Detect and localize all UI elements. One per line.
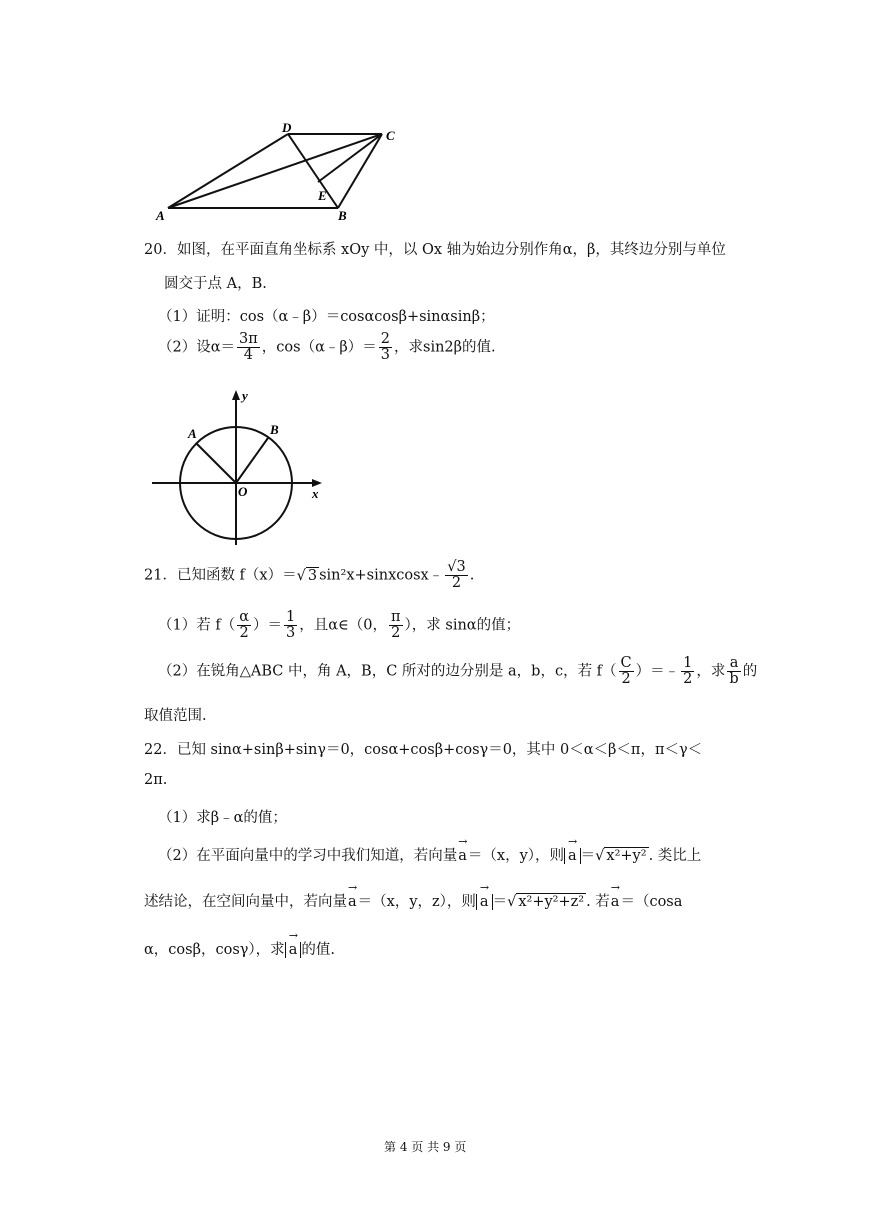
q22-part2-line3: α，cosβ，cosγ），求→ a 的值.: [144, 936, 335, 959]
label-b: B: [338, 208, 347, 223]
label-x: x: [312, 486, 319, 501]
q21-part2-line2: 取值范围.: [144, 708, 207, 724]
q22-stem-line2: 2π.: [144, 772, 168, 788]
q22-part2-line2: 述结论，在空间向量中，若向量→ a＝（x，y，z），则→ a ＝√ x²+y²+z² . 若→ a＝（cosa: [144, 888, 682, 911]
q22-stem-line1: 22．已知 sinα+sinβ+sinγ＝0，cosα+cosβ+cosγ＝0，其中 0＜α＜β＜π，π＜γ＜: [144, 742, 703, 758]
sqrt3: √ 3: [296, 567, 318, 584]
label-c: C: [386, 128, 395, 143]
page-number: 第 4 页 共 9 页: [384, 1140, 467, 1154]
q20-stem-line2: 圆交于点 A，B.: [164, 276, 267, 292]
q20-part1: （1）证明：cos（α﹣β）＝cosαcosβ+sinαsinβ；: [158, 309, 495, 325]
frac-3pi-4: $\frac{3\pi}{4}$: [239, 331, 258, 364]
label-y: y: [242, 388, 248, 403]
label-a: A: [156, 208, 165, 223]
label-b-point: B: [270, 422, 279, 437]
label-a-point: A: [188, 426, 197, 441]
q21-part2: （2）在锐角△ABC 中，角 A，B，C 所对的边分别是 a，b，c，若 f（ $\frac{C}{2}$ ）＝﹣ $\frac{1}{2}$ ，求 $\frac{a}{b}$ 的: [158, 655, 758, 688]
q22-part2-line1: （2）在平面向量中的学习中我们知道，若向量→ a＝（x，y），则→ a ＝√ x²+y² . 类比上: [158, 842, 701, 865]
label-d: D: [282, 120, 292, 135]
q21-stem: 21．已知函数 f（x）＝√ 3 sin²x+sinxcosx﹣ $\frac{√3}{2}$ .: [144, 559, 475, 592]
unit-circle-figure: [148, 388, 338, 548]
frac-2-3: $\frac{2}{3}$: [380, 331, 390, 364]
q20-stem-line1: 20．如图，在平面直角坐标系 xOy 中，以 Ox 轴为始边分别作角α，β，其终边分别与单位: [144, 242, 726, 258]
q21-part1: （1）若 f（ $\frac{\alpha}{2}$ ）＝ $\frac{1}{3}$ ，且α∈（0， $\frac{\pi}{2}$ ），求 sinα的值；: [158, 609, 521, 642]
frac-sqrt3-2: $\frac{√3}{2}$: [447, 559, 466, 592]
label-o: O: [238, 484, 248, 499]
q22-part1: （1）求β﹣α的值；: [158, 810, 287, 826]
quadrilateral-figure: [150, 118, 410, 230]
q20-part2: （2）设α＝ $\frac{3\pi}{4}$ ，cos（α﹣β）＝ $\frac{2}{3}$ ，求sin2β的值.: [158, 331, 496, 364]
label-e: E: [318, 188, 327, 203]
